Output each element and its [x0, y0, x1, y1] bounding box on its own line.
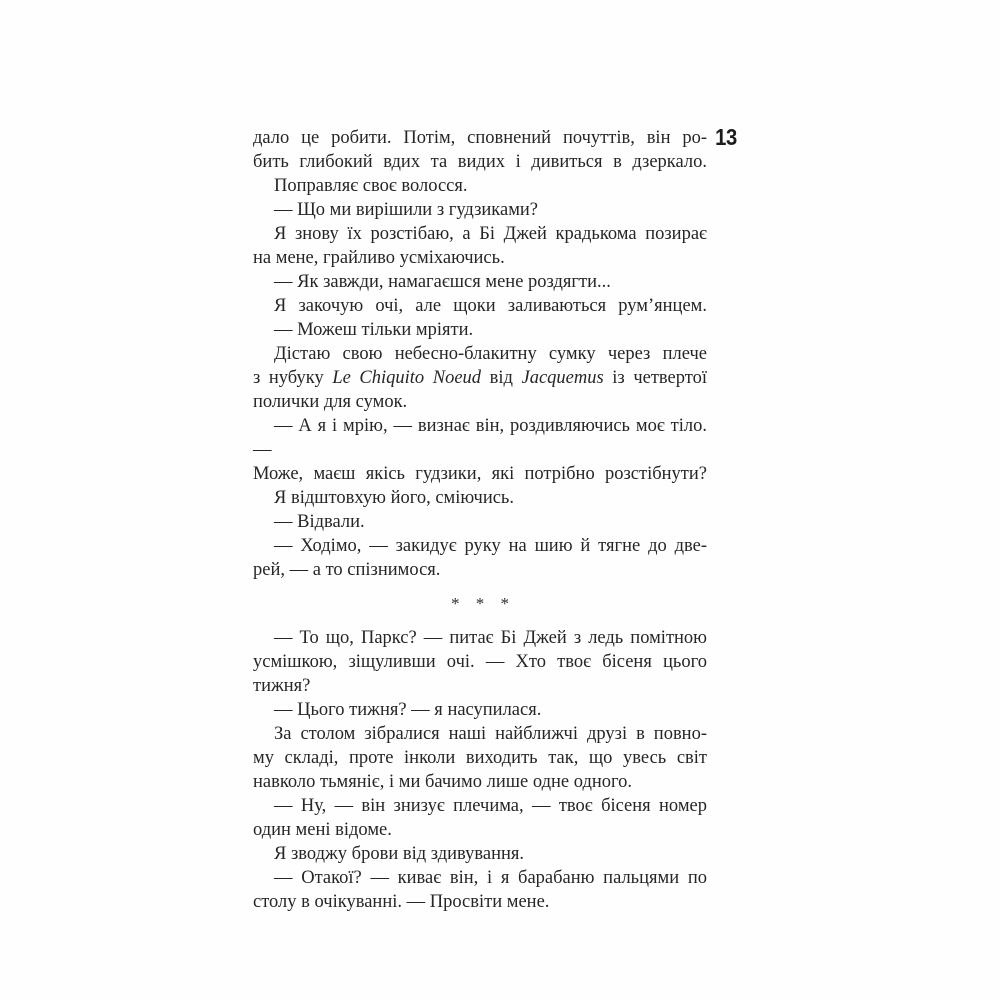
section-break-ornament: * * * [451, 594, 515, 613]
text-segment: із четвертої [603, 368, 707, 388]
text-segment: му складі, проте інколи виходить так, що увесь світ [253, 748, 707, 768]
text-line [253, 794, 707, 818]
text-segment: — Що ми вирішили з гудзиками? [274, 200, 539, 220]
text-segment: Я закочую очі, але щоки заливаються рум’янцем. [274, 296, 707, 316]
text-line [253, 414, 707, 462]
text-line [253, 150, 707, 174]
text-segment: рей, — а то спізнимося. [253, 560, 441, 580]
text-segment: Дістаю свою небесно-блакитну сумку через плече [274, 344, 707, 364]
text-segment: Поправляє своє волосся. [274, 176, 468, 196]
text-segment: Я відштовхую його, сміючись. [274, 488, 514, 508]
text-segment: один мені відоме. [253, 820, 392, 840]
text-line [253, 294, 707, 318]
text-segment: — Можеш тільки мріяти. [274, 320, 474, 340]
text-segment: — Відвали. [274, 512, 365, 532]
text-segment: від [481, 368, 522, 388]
text-line [253, 866, 707, 890]
text-line [253, 510, 707, 534]
text-segment: Я зводжу брови від здивування. [274, 844, 525, 864]
text-line [253, 558, 707, 582]
text-segment: Може, маєш якісь гудзики, які потрібно розстібнути? [253, 464, 707, 484]
text-line [253, 126, 707, 150]
text-line [253, 842, 707, 866]
text-segment: бить глибокий вдих та видих і дивиться в дзеркало. [253, 152, 707, 172]
text-line [253, 486, 707, 510]
text-segment: столу в очікуванні. — Просвіти мене. [253, 892, 550, 912]
text-line [253, 698, 707, 722]
text-segment: з нубуку [253, 368, 333, 388]
text-line [253, 650, 707, 674]
brand-name-italic: Jacquemus [521, 368, 604, 388]
text-segment: — Цього тижня? — я насупилася. [274, 700, 542, 720]
text-segment: — Ходімо, — закидує руку на шию й тягне до две- [274, 536, 707, 556]
text-segment: — А я і мрію, — визнає він, роздивляючись моє тіло. — [253, 416, 707, 460]
text-segment: полички для сумок. [253, 392, 408, 412]
text-line [253, 342, 707, 366]
text-line [253, 222, 707, 246]
text-line [253, 722, 707, 746]
brand-name-italic: Le Chiquito Noeud [332, 368, 482, 388]
text-segment: — Отакої? — киває він, і я барабаню пальцями по [274, 868, 707, 888]
text-line [253, 270, 707, 294]
text-line [253, 366, 707, 390]
text-line [253, 626, 707, 650]
text-segment: на мене, грайливо усміхаючись. [253, 248, 505, 268]
text-line [253, 534, 707, 558]
text-line [253, 174, 707, 198]
text-column [253, 126, 707, 914]
page-number: 13 [715, 124, 737, 150]
text-segment: дало це робити. Потім, сповнений почуттів, він ро- [253, 128, 707, 148]
text-segment: За столом зібралися наші найближчі друзі в повно- [274, 724, 707, 744]
text-segment: — Як завжди, намагаєшся мене роздягти... [274, 272, 611, 292]
text-segment: Я знову їх розстібаю, а Бі Джей крадькома позирає [274, 224, 707, 244]
text-line [253, 462, 707, 486]
text-line [253, 390, 707, 414]
text-line [253, 818, 707, 842]
text-segment: тижня? [253, 676, 311, 696]
text-line [253, 198, 707, 222]
text-line [253, 890, 707, 914]
text-segment: — То що, Паркс? — питає Бі Джей з ледь помітною [274, 628, 707, 648]
text-line [253, 246, 707, 270]
text-segment: навколо тьмяніє, і ми бачимо лише одне одного. [253, 772, 633, 792]
text-segment: усмішкою, зіщуливши очі. — Хто твоє бісеня цього [253, 652, 707, 672]
text-line [253, 318, 707, 342]
text-segment: — Ну, — він знизує плечима, — твоє бісеня номер [274, 796, 707, 816]
text-line [253, 770, 707, 794]
text-line [253, 746, 707, 770]
text-line [253, 674, 707, 698]
